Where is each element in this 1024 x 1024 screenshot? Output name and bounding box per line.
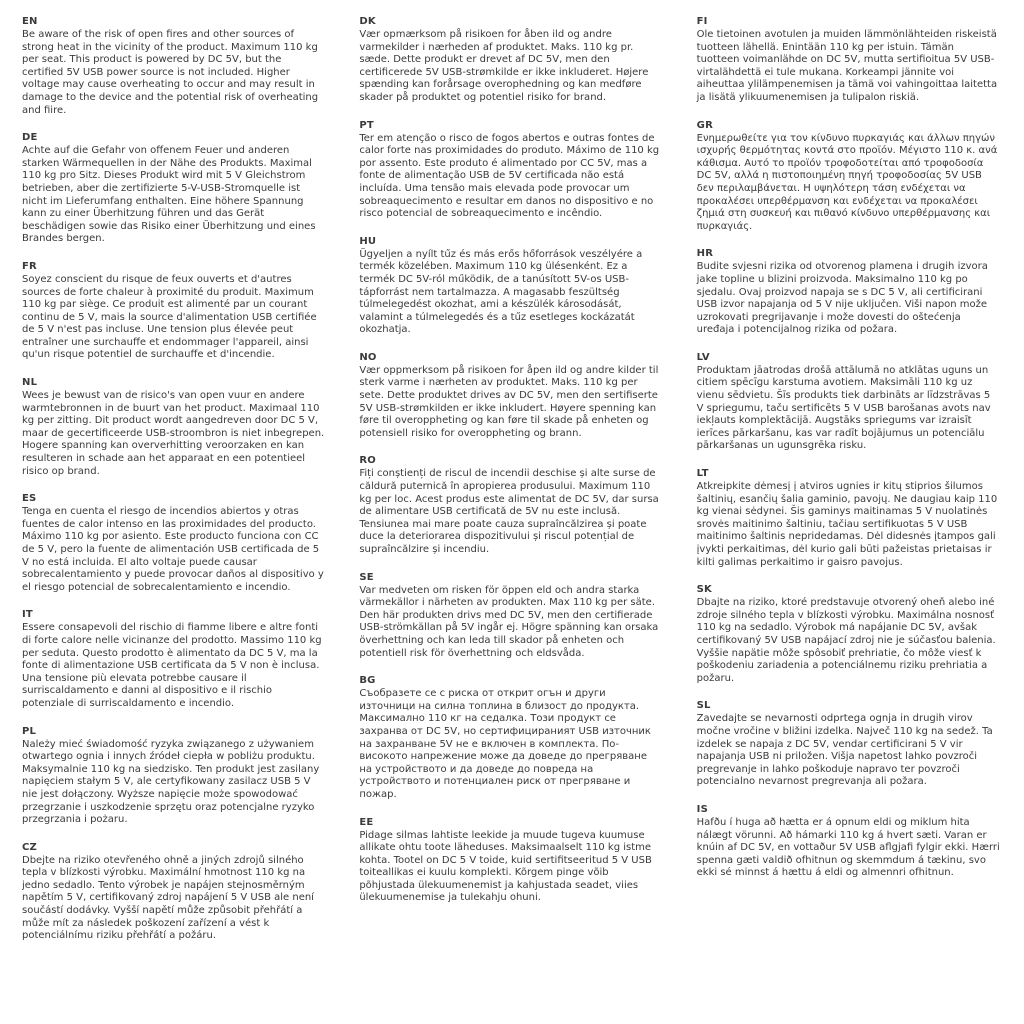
language-code-fr: FR — [22, 260, 37, 272]
language-code-se: SE — [359, 571, 374, 583]
language-section-es — [22, 493, 325, 594]
language-code-no: NO — [359, 351, 377, 363]
warning-text-sk: Dbajte na riziko, ktoré predstavuje otvorený oheň alebo iné zdroje silného tepla v blízkosti výrobku. Maximálna nosnosť 110 kg na sedadlo. Výrobok má napájanie DC 5V, avšak certifikovaný 5V USB napájací zdroj nie je súčasťou balenia. Vyššie napätie môže spôsobiť prehriatie, čo môže viesť k poškodeniu zariadenia a potenciálnemu riziku prehriatia a požaru. — [696, 597, 996, 684]
warning-text-no: Vær oppmerksom på risikoen for åpen ild og andre kilder til sterk varme i nærheten av produktet. Maks. 110 kg per sete. Dette produktet drives av DC 5V, men den sertifiserte 5V USB-strømkilden er ikke inkludert. Høyere spenning kan føre til overoppheting og kan føre til skade på enheten og potensiell risiko for overoppheting og brann. — [359, 364, 659, 439]
warning-text-pl: Należy mieć świadomość ryzyka związanego z używaniem otwartego ognia i innych źródeł ciepła w pobliżu produktu. Maksymalnie 110 kg na siedzisko. Ten produkt jest zasilany napięciem stałym 5 V, ale certyfikowany zasilacz USB 5 V nie jest dołączony. Wyższe napięcie może spowodować przegrzanie i uszkodzenie sprzętu oraz potencjalne ryzyko przegrzania i pożaru. — [22, 738, 320, 826]
language-section-sl — [697, 700, 1000, 789]
language-code-sl: SL — [696, 700, 711, 712]
language-code-hr: HR — [696, 248, 714, 260]
language-code-nl: NL — [22, 377, 38, 389]
language-section-en — [22, 16, 325, 117]
warning-text-gr: Ενημερωθείτε για τον κίνδυνο πυρκαγιάς και άλλων πηγών ισχυρής θερμότητας κοντά στο προϊόν. Μέγιστο 110 κ. ανά κάθισμα. Αυτό το προϊόν τροφοδοτείται από τροφοδοσία DC 5V, αλλά η πιστοποιημένη πηγή τροφοδοσίας 5V USB δεν περιλαμβάνεται. Η υψηλότερη τάση ενδέχεται να προκαλέσει υπερθέρμανση και ενδέχεται να προκαλέσει ζημιά στη συσκευή και πιθανό κίνδυνο υπερθέρμανσης και πυρκαγιάς. — [696, 132, 998, 232]
language-code-lv: LV — [696, 351, 710, 363]
language-section-ee — [359, 817, 662, 906]
warning-text-lv: Produktam jāatrodas drošā attālumā no atklātas uguns un citiem spēcīgu karstuma avotiem. Maksimāli 110 kg uz vienu sēdvietu. Šīs produkts tiek darbināts ar līdzstrāvas 5 V spriegumu, taču sertificēts 5 V USB barošanas avots nav iekļauts komplektācijā. Augstāks spriegums var izraisīt ierīces pārkaršanu, kas var radīt bojājumus un potenciālu pārkaršanas un ugunsgrēka risku. — [696, 364, 991, 452]
language-code-cz: CZ — [22, 841, 37, 853]
language-section-ro — [359, 455, 662, 556]
warning-text-dk: Vær opmærksom på risikoen for åben ild og andre varmekilder i nærheden af produktet. Maks. 110 kg pr. sæde. Dette produkt er drevet af DC 5V, men den certificerede 5V USB-strømkilde er ikke inkluderet. Højere spænding kan forårsage overophedning og kan medføre skader på produktet og potentiel risiko for brand. — [359, 29, 649, 103]
language-code-en: EN — [22, 16, 38, 27]
language-section-lv — [697, 352, 1000, 453]
language-code-hu: HU — [359, 235, 377, 247]
warning-text-fr: Soyez conscient du risque de feux ouverts et d'autres sources de forte chaleur à proximité du produit. Maximum 110 kg par siège. Ce produit est alimenté par un courant continu de 5 V, mais la source d'alimentation USB certifiée de 5 V n'est pas incluse. Une tension plus élevée peut entraîner une surchauffe et endommager l'appareil, ainsi qu'un risque potentiel de surchauffe et d'incendie. — [22, 273, 317, 361]
language-section-it — [22, 609, 325, 710]
warning-text-nl: Wees je bewust van de risico's van open vuur en andere warmtebronnen in de buurt van het product. Maximaal 110 kg per zitting. Dit product wordt aangedreven door DC 5 V, maar de gecertificeerde USB-stroombron is niet inbegrepen. Hogere spanning kan oververhitting veroorzaken en kan resulteren in schade aan het apparaat en een potentieel risico op brand. — [22, 390, 325, 477]
warning-text-se: Var medveten om risken för öppen eld och andra starka värmekällor i närheten av produkten. Max 110 kg per säte. Den här produkten drivs med DC 5V, men den certifierade USB-strömkällan på 5V ingår ej. Högre spänning kan orsaka överhettning och kan leda till skador på enheten och potentiell risk för överhettning och eldsvåda. — [359, 584, 659, 659]
language-section-no — [359, 352, 662, 441]
language-code-is: IS — [696, 803, 708, 815]
language-section-pt — [359, 120, 662, 221]
column-2 — [359, 16, 662, 1010]
warning-text-es: Tenga en cuenta el riesgo de incendios abiertos y otras fuentes de calor intenso en las proximidades del producto. Máximo 110 kg por asiento. Este producto funciona con CC de 5 V, pero la fuente de alimentación USB certificada de 5 V no está incluida. El alto voltaje puede causar sobrecalentamiento y puede provocar daños al dispositivo y el riesgo potencial de sobrecalentamiento e incendio. — [22, 506, 324, 593]
language-section-cz — [22, 842, 325, 943]
warning-text-pt: Ter em atenção o risco de fogos abertos e outras fontes de calor forte nas proximidades do produto. Máximo de 110 kg por assento. Este produto é alimentado por CC 5V, mas a fonte de alimentação USB de 5V certificada não está incluída. Uma tensão mais elevada pode provocar um sobreaquecimento e resultar em danos no dispositivo e no risco potencial de sobreaquecimento e incêndio. — [359, 132, 660, 220]
language-code-pl: PL — [22, 725, 37, 737]
warning-text-de: Achte auf die Gefahr von offenem Feuer und anderen starken Wärmequellen in der Nähe des Produkts. Maximal 110 kg pro Sitz. Dieses Produkt wird mit 5 V Gleichstrom betrieben, aber die zertifizierte 5-V-USB-Stromquelle ist nicht im Lieferumfang enthalten. Eine höhere Spannung kann zu einer Überhitzung führen und das Gerät beschädigen sowie das Risiko einer Überhitzung und eines Brandes bergen. — [22, 145, 316, 245]
warning-text-hu: Ügyeljen a nyílt tűz és más erős hőforrások veszélyére a termék közelében. Maximum 110 kg ülésenként. Ez a termék DC 5V-ról működik, de a tanúsított 5V-os USB-tápforrást nem tartalmazza. A magasabb feszültség túlmelegedést okozhat, ami a készülék károsodását, valamint a túlmelegedés és a tűz esetleges kockázatát okozhatja. — [359, 248, 643, 336]
language-section-sk — [697, 584, 1000, 685]
warning-text-lt: Atkreipkite dėmesį į atviros ugnies ir kitų stiprios šilumos šaltinių, esančių šalia gaminio, pavojų. Ne daugiau kaip 110 kg vienai sėdynei. Šis gaminys maitinamas 5 V nuolatinės srovės maitinimo šaltiniu, tačiau sertifikuotas 5 V USB maitinimo šaltinis nepridedamas. Dėl didesnės įtampos gali įvykti perkaitimas, dėl kurio gali būti pažeistas prietaisas ir kilti galimas perkaitimo ir gaisro pavojus. — [696, 481, 998, 568]
language-section-fr — [22, 261, 325, 362]
language-code-bg: BG — [359, 675, 376, 687]
warning-text-bg: Съобразете се с риска от открит огън и други източници на силна топлина в близост до продукта. Максимално 110 кг на седалка. Този продукт се захранва от DC 5V, но сертифицираният USB източник на захранване 5V не е включен в комплекта. По-високото напрежение може да доведе до прегряване на устройството и да доведе до повреда на устройството и потенциален риск от прегряване и пожар. — [359, 688, 651, 800]
language-section-is — [697, 804, 1000, 880]
language-code-ee: EE — [359, 816, 374, 828]
language-code-lt: LT — [696, 468, 709, 480]
language-section-bg — [359, 675, 662, 801]
column-3 — [697, 16, 1000, 1010]
language-section-se — [359, 572, 662, 661]
warning-text-ro: Fiți conștienți de riscul de incendii deschise și alte surse de căldură puternică în apropierea produsului. Maximum 110 kg per loc. Acest produs este alimentat de DC 5V, dar sursa de alimentare USB certificată de 5V nu este inclusă. Tensiunea mai mare poate cauza supraîncălzirea și poate duce la deteriorarea dispozitivului și riscul potențial de supraîncălzire și incendiu. — [359, 468, 659, 555]
language-section-hu — [359, 236, 662, 337]
language-section-gr — [697, 120, 1000, 234]
language-section-de — [22, 132, 325, 246]
language-section-lt — [697, 468, 1000, 569]
language-section-pl — [22, 726, 325, 827]
warning-text-is: Hafðu í huga að hætta er á opnum eldi og miklum hita nálægt vörunni. Að hámarki 110 kg á hvert sæti. Varan er knúin af DC 5V, en vottaður 5V USB aflgjafi fylgir ekki. Hærri spenna gæti valdið ofhitnun og skemmdum á tækinu, svo ekki sé minnst á hættu á eldi og almennri ofhitnun. — [696, 816, 1000, 879]
language-code-ro: RO — [359, 455, 376, 467]
warning-text-ee: Pidage silmas lahtiste leekide ja muude tugeva kuumuse allikate ohtu toote läheduses. Maksimaalselt 110 kg istme kohta. Tootel on DC 5 V toide, kuid sertifitseeritud 5 V USB toiteallikas ei kuulu komplekti. Kõrgem pinge võib põhjustada ülekuumenemist ja kahjustada seadet, viies ülekuumenemise ja tulekahju ohuni. — [359, 829, 652, 904]
language-code-gr: GR — [696, 119, 713, 131]
language-section-nl — [22, 377, 325, 478]
warning-text-it: Essere consapevoli del rischio di fiamme libere e altre fonti di forte calore nelle vicinanze del prodotto. Massimo 110 kg per seduta. Questo prodotto è alimentato da DC 5 V, ma la fonte di alimentazione USB certificata da 5 V non è inclusa. Una tensione più elevata potrebbe causare il surriscaldamento e danni al dispositivo e il rischio potenziale di surriscaldamento e incendio. — [22, 622, 322, 709]
language-section-dk — [359, 16, 662, 105]
warning-text-fi: Ole tietoinen avotulen ja muiden lämmönlähteiden riskeistä tuotteen lähellä. Enintään 110 kg per istuin. Tämän tuotteen voimanlähde on DC 5V, mutta sertifioitua 5V USB-virtalähdettä ei tule mukana. Korkeampi jännite voi aiheuttaa ylilämpenemisen ja tämä voi vahingoittaa laitetta ja lisätä ylikuumenemisen ja tulipalon riskiä. — [696, 29, 998, 103]
language-code-sk: SK — [696, 584, 713, 596]
language-code-de: DE — [22, 132, 38, 144]
warning-text-cz: Dbejte na riziko otevřeného ohně a jiných zdrojů silného tepla v blízkosti výrobku. Maximální hmotnost 110 kg na jedno sedadlo. Tento výrobek je napájen stejnosměrným napětím 5 V, certifikovaný zdroj napájení 5 V USB ale není součástí dodávky. Vyšší napětí může způsobit přehřátí a může mít za následek poškození zařízení a vést k potenciálnímu riziku přehřátí a požáru. — [22, 854, 314, 942]
warning-text-en: Be aware of the risk of open fires and other sources of strong heat in the vicinity of the product. Maximum 110 kg per seat. This product is powered by DC 5V, but the certified 5V USB power source is not included. Higher voltage may cause overheating to occur and may result in damage to the device and the potential risk of overheating and fiire. — [22, 29, 319, 116]
language-code-dk: DK — [359, 16, 376, 27]
warning-text-hr: Budite svjesni rizika od otvorenog plamena i drugih izvora jake topline u blizini proizvoda. Maksimalno 110 kg po sjedalu. Ovaj proizvod napaja se s DC 5 V, ali certificirani USB izvor napajanja od 5 V nije uključen. Viši napon može uzrokovati pregrijavanje i može dovesti do oštećenja uređaja i potencijalnog rizika od požara. — [696, 261, 988, 336]
column-1 — [22, 16, 325, 1010]
language-code-pt: PT — [359, 119, 374, 131]
language-code-it: IT — [22, 609, 33, 621]
language-code-fi: FI — [696, 16, 708, 27]
language-code-es: ES — [22, 493, 37, 505]
warning-text-sl: Zavedajte se nevarnosti odprtega ognja in drugih virov močne vročine v bližini izdelka. Največ 110 kg na sedež. Ta izdelek se napaja z DC 5V, vendar certificirani 5 V vir napajanja USB ni priložen. Višja napetost lahko povzroči pregrevanje in lahko poškoduje napravo ter povzroči potencialno nevarnost pregrevanja ali požara. — [696, 713, 993, 788]
language-section-hr — [697, 248, 1000, 337]
language-section-fi — [697, 16, 1000, 105]
